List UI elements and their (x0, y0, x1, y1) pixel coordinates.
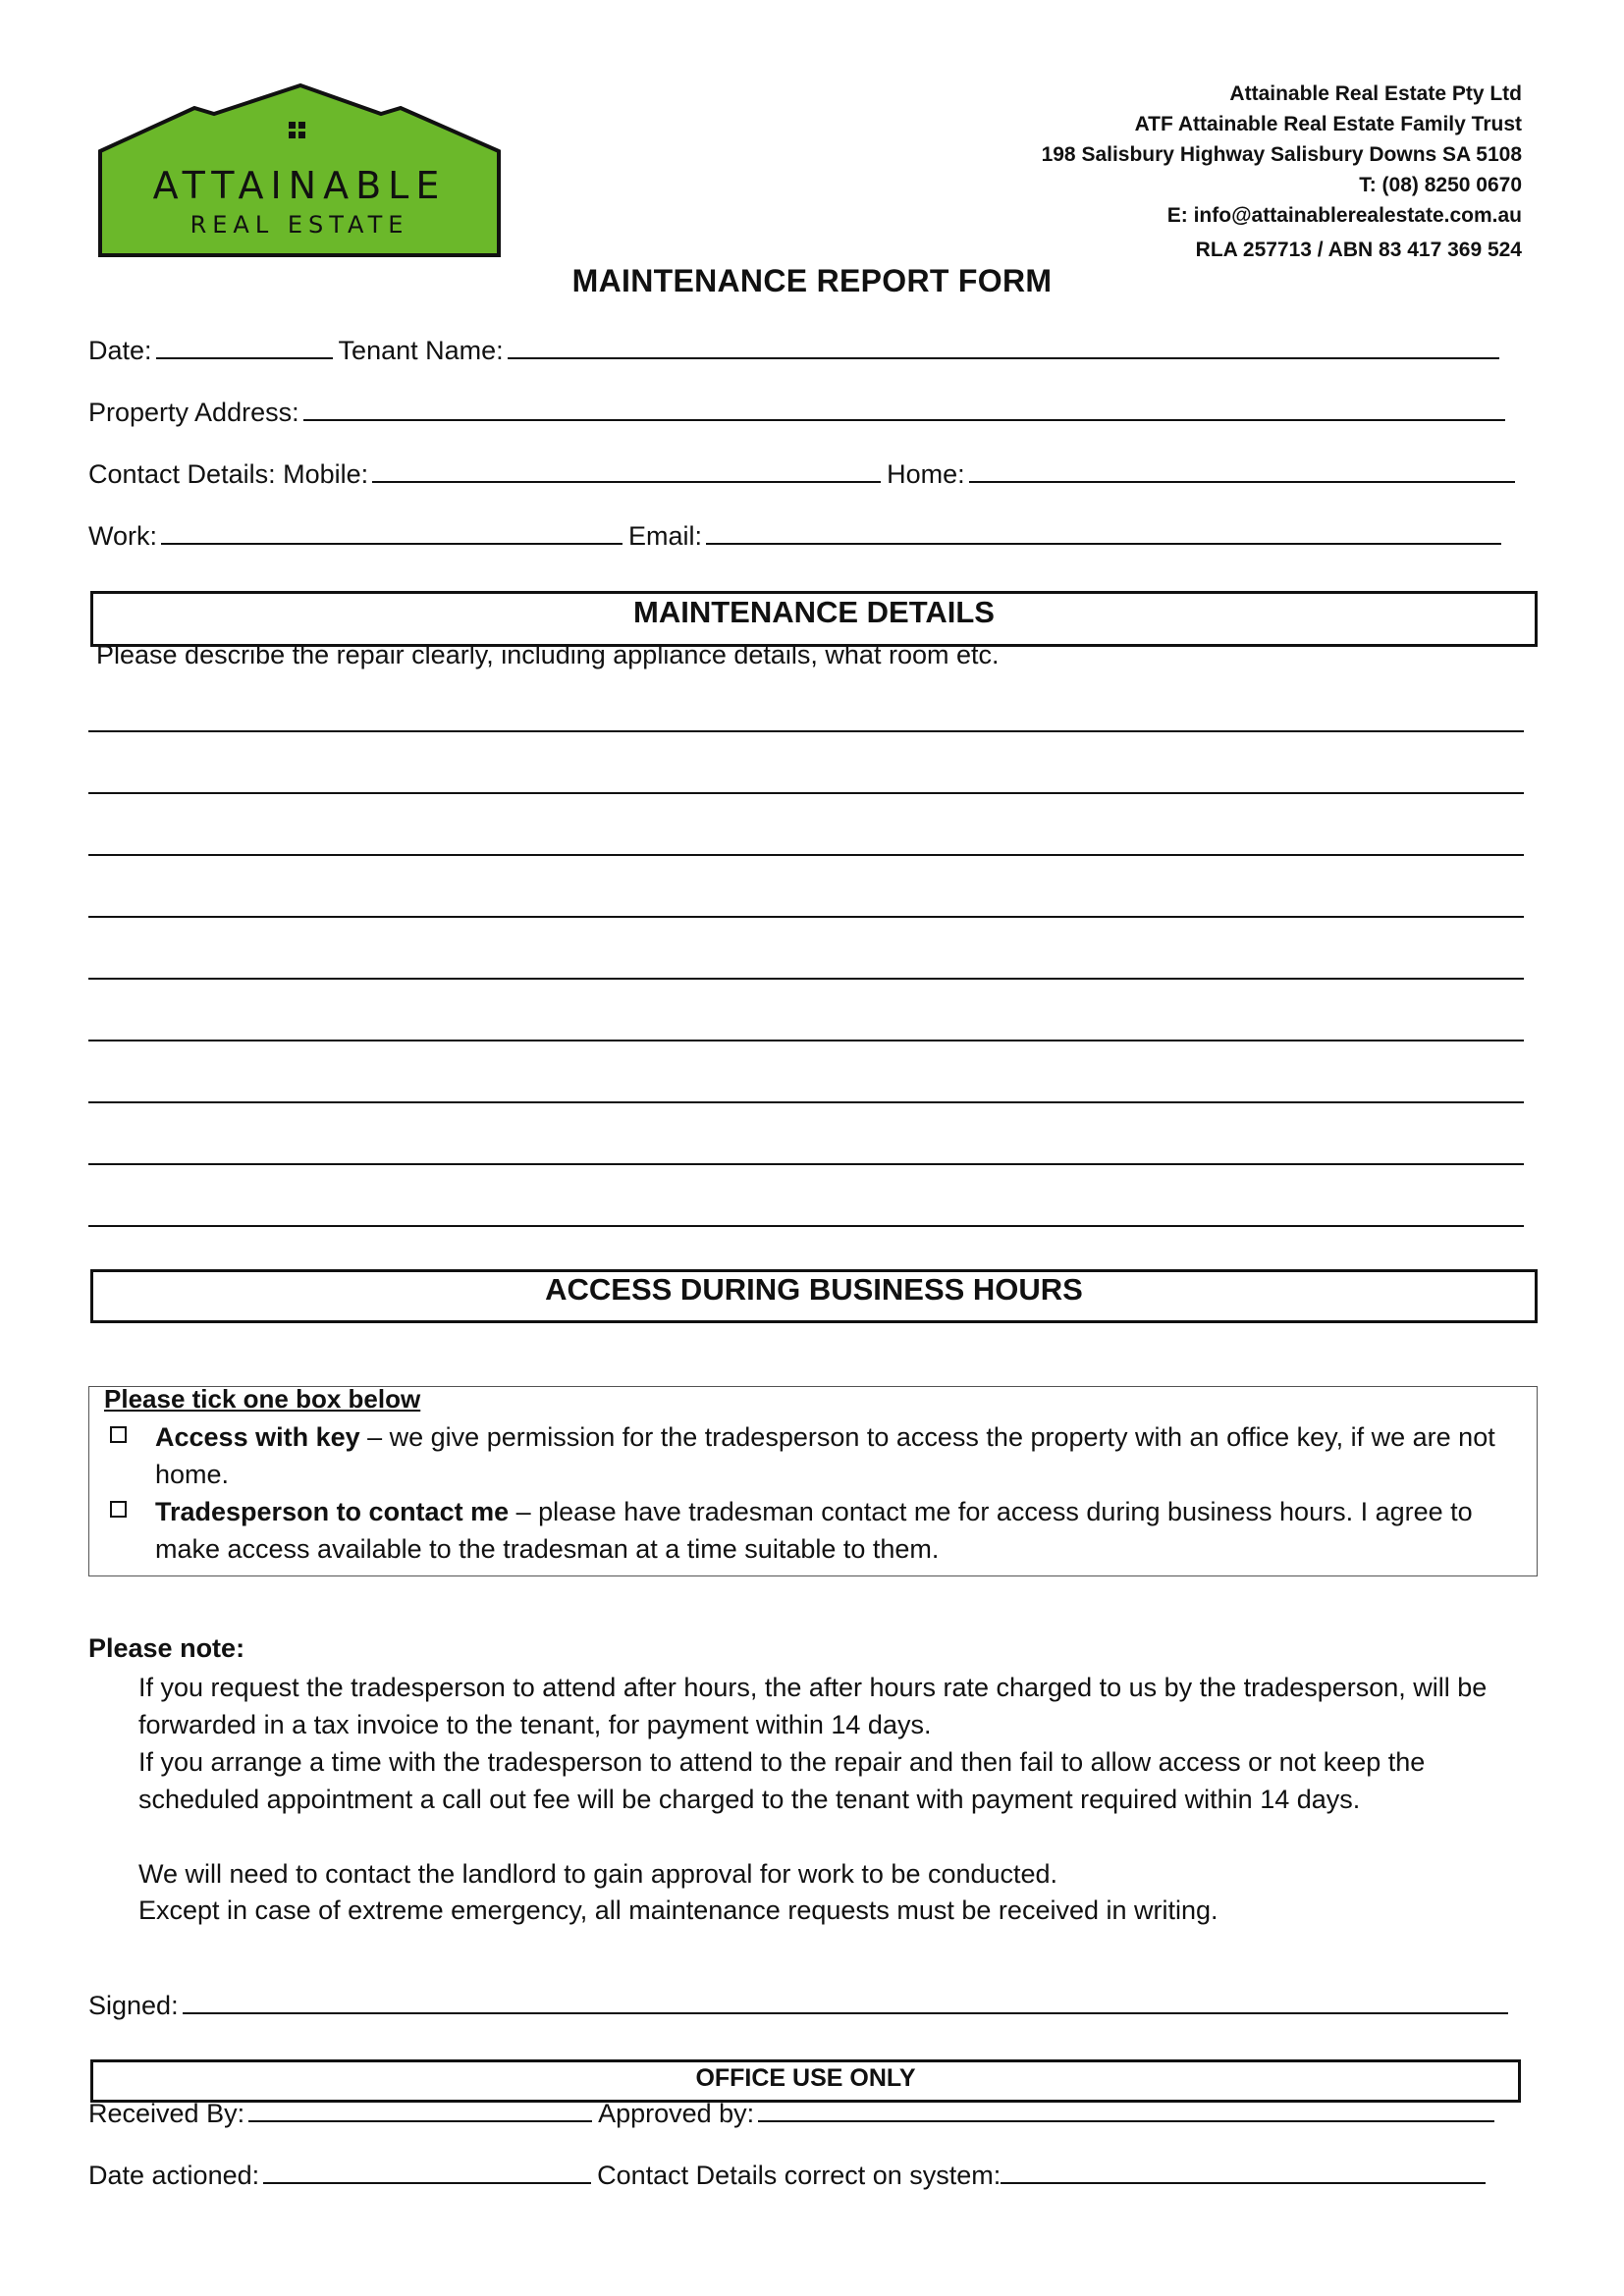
approved-by-field[interactable] (758, 2119, 1494, 2122)
tick-instruction: Please tick one box below (104, 1384, 421, 1414)
date-actioned-row (88, 2161, 1491, 2191)
email-field[interactable] (706, 542, 1501, 545)
form-title: MAINTENANCE REPORT FORM (571, 263, 1053, 298)
description-line[interactable] (88, 854, 1524, 856)
company-address: 198 Salisbury Highway Salisbury Downs SA 5108 (1041, 143, 1522, 166)
svg-text:REAL ESTATE: REAL ESTATE (189, 211, 409, 239)
work-field[interactable] (161, 542, 623, 545)
maintenance-instruction: Please describe the repair clearly, including appliance details, what room etc. (96, 640, 1000, 669)
company-phone: T: (08) 8250 0670 (1359, 174, 1522, 196)
office-use-heading: OFFICE USE ONLY (90, 2059, 1521, 2103)
property-address-field[interactable] (303, 418, 1505, 421)
received-approved-row (88, 2099, 1500, 2129)
tradesperson-contact-text: – please have tradesman contact me for access during business hours. I agree to make access available to the tradesman at a time suitable to them. (155, 1497, 1473, 1564)
date-label: Date: (88, 336, 152, 365)
access-with-key-label: Access with key (155, 1422, 360, 1452)
company-rla: RLA 257713 / ABN 83 417 369 524 (1195, 239, 1522, 261)
contact-details-correct-field[interactable] (1001, 2181, 1486, 2184)
approved-by-label: Approved by: (598, 2099, 755, 2128)
tradesperson-contact-label: Tradesperson to contact me (155, 1497, 510, 1526)
company-info (1042, 79, 1522, 265)
company-trust: ATF Attainable Real Estate Family Trust (1134, 113, 1522, 135)
email-label: Email: (628, 521, 703, 551)
date-actioned-label: Date actioned: (88, 2161, 260, 2190)
signed-row (88, 1991, 1514, 2021)
contact-row (88, 459, 1521, 490)
description-line[interactable] (88, 1040, 1524, 1041)
note-item: We will need to contact the landlord to gain approval for work to be conducted. (138, 1859, 1058, 1889)
date-field[interactable] (156, 356, 333, 359)
description-line[interactable] (88, 978, 1524, 980)
description-line[interactable] (88, 730, 1524, 732)
tradesperson-contact-option (155, 1493, 1520, 1568)
description-line[interactable] (88, 1101, 1524, 1103)
tradesperson-contact-checkbox[interactable] (110, 1501, 127, 1518)
access-with-key-checkbox[interactable] (110, 1426, 127, 1443)
note-item: If you request the tradesperson to attend after hours, the after hours rate charged to us by the tradesperson, will be forwarded in a tax invoice to the tenant, for payment within 14 days. (138, 1673, 1488, 1739)
logo-graphic (96, 82, 503, 259)
svg-text:ATTAINABLE: ATTAINABLE (152, 164, 447, 207)
date-actioned-field[interactable] (263, 2181, 591, 2184)
home-field[interactable] (969, 480, 1515, 483)
property-address-label: Property Address: (88, 398, 299, 427)
access-with-key-text: – we give permission for the tradesperson to access the property with an office key, if we are not home. (155, 1422, 1495, 1489)
company-logo (96, 82, 503, 259)
note-item: If you arrange a time with the tradesperson to attend to the repair and then fail to allow access or not keep the scheduled appointment a call out fee will be charged to the tenant with payment required within 14 days. (138, 1747, 1426, 1814)
signed-label: Signed: (88, 1991, 179, 2020)
home-label: Home: (887, 459, 965, 489)
mobile-field[interactable] (372, 480, 881, 483)
work-label: Work: (88, 521, 158, 551)
company-email: E: info@attainablerealestate.com.au (1166, 204, 1522, 227)
access-with-key-option (155, 1418, 1520, 1493)
signature-field[interactable] (183, 2011, 1508, 2014)
description-line[interactable] (88, 1163, 1524, 1165)
received-by-label: Received By: (88, 2099, 245, 2128)
access-heading: ACCESS DURING BUSINESS HOURS (90, 1269, 1538, 1323)
description-line[interactable] (88, 1225, 1524, 1227)
tenant-name-field[interactable] (508, 356, 1499, 359)
date-tenant-row (88, 336, 1505, 366)
mobile-label: Contact Details: Mobile: (88, 459, 369, 489)
contact-details-correct-label: Contact Details correct on system: (597, 2161, 1001, 2190)
company-name: Attainable Real Estate Pty Ltd (1229, 82, 1522, 105)
property-address-row (88, 398, 1511, 428)
description-line[interactable] (88, 916, 1524, 918)
received-by-field[interactable] (248, 2119, 592, 2122)
description-line[interactable] (88, 792, 1524, 794)
work-email-row (88, 521, 1507, 552)
maintenance-details-heading: MAINTENANCE DETAILS (90, 591, 1538, 647)
tenant-name-label: Tenant Name: (338, 336, 504, 365)
notes-heading: Please note: (88, 1633, 245, 1663)
note-item: Except in case of extreme emergency, all maintenance requests must be received in writing. (138, 1896, 1218, 1925)
